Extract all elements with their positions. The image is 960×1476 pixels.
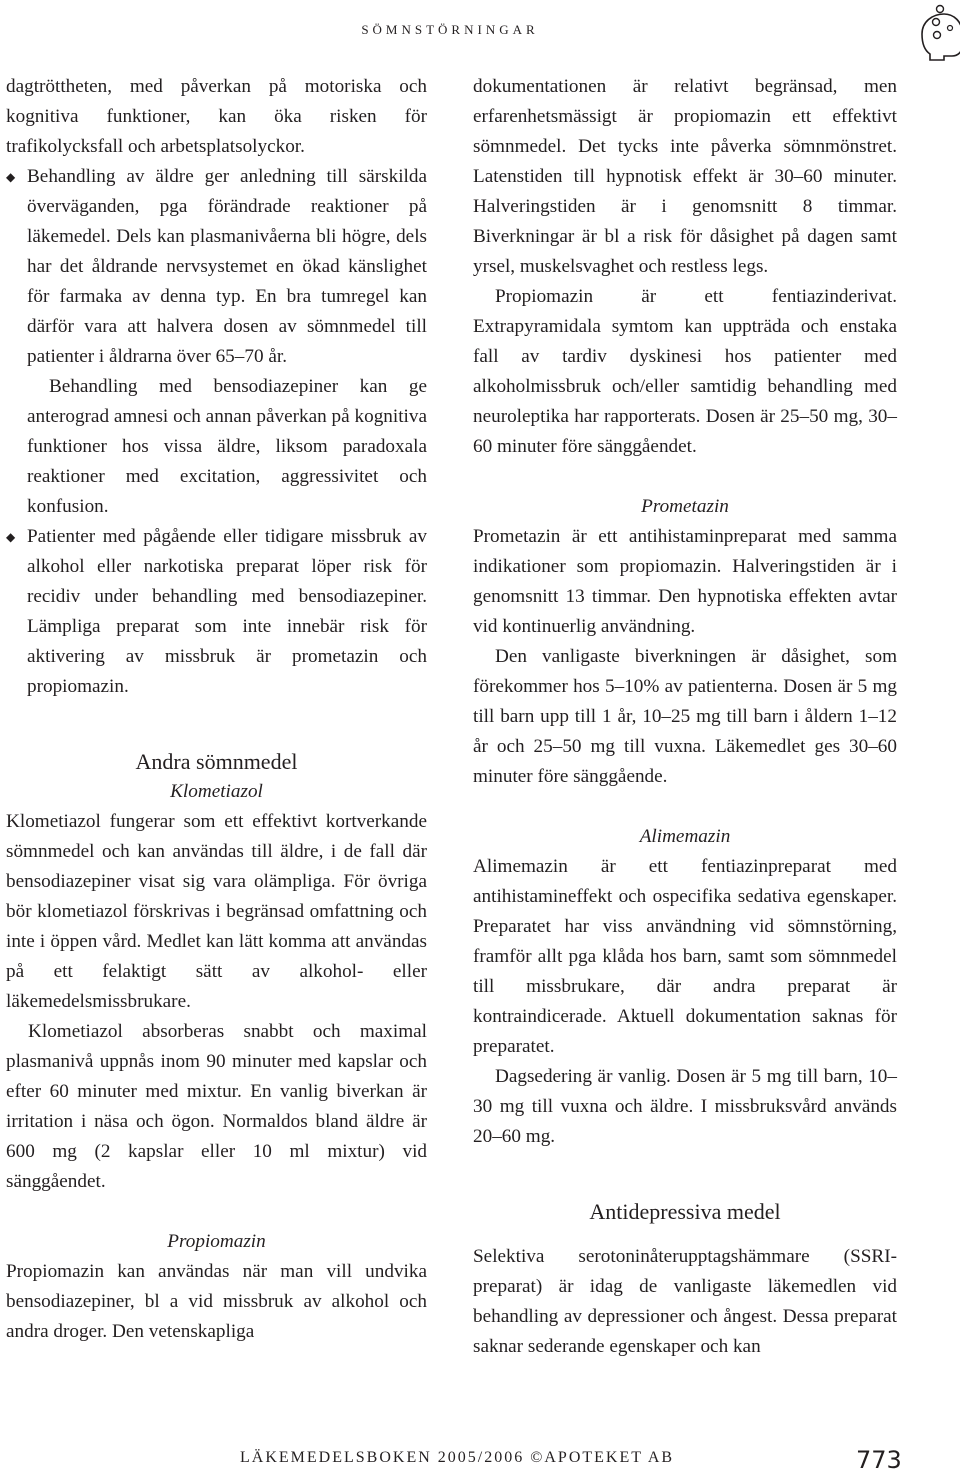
left-column	[6, 72, 427, 1347]
bullet-item	[6, 162, 427, 522]
diamond-bullet-icon: ◆	[6, 170, 16, 184]
paragraph: Propiomazin är ett fentiazinderivat. Extrapyramidala symtom kan uppträda och enstaka fall av tardiv dyskinesi hos patienter med alkoholmissbruk och/eller samtidig behandling med neuroleptika har rapporterats. Dosen är 25–50 mg, 30–60 minuter före sänggåendet.	[473, 286, 897, 457]
subsection-heading: Prometazin	[641, 496, 729, 517]
subsection-heading: Propiomazin	[167, 1231, 266, 1252]
paragraph: Klometiazol fungerar som ett effektivt kortverkande sömnmedel och kan användas till äldre, i de fall där bensodiazepiner visat sig vara olämpliga. För övriga bör klometiazol förskrivas i begränsad omfattning och inte i öppen vård. Medlet kan lätt komma att användas på ett felaktigt sätt av alkohol- eller läkemedelsmissbrukare.	[6, 811, 427, 1012]
bullet-item	[6, 522, 427, 702]
paragraph: Behandling med bensodiazepiner kan ge anterograd amnesi och annan påverkan på kognitiva funktioner hos vissa äldre, liksom paradoxala reaktioner med excitation, aggressivitet och konfusion.	[27, 376, 427, 517]
section-heading: Andra sömnmedel	[135, 749, 298, 774]
subsection-heading: Klometiazol	[170, 781, 263, 802]
paragraph: Prometazin är ett antihistaminpreparat med samma indikationer som propiomazin. Halveringstiden är i genomsnitt 13 timmar. Den hypnotiska effekten avtar vid kontinuerlig användning.	[473, 526, 897, 637]
paragraph: dagtröttheten, med påverkan på motoriska och kognitiva funktioner, kan öka risken för trafikolycksfall och arbetsplatsolyckor.	[6, 76, 427, 157]
head-with-circles-icon	[910, 0, 960, 64]
right-column	[473, 72, 897, 1362]
diamond-bullet-icon: ◆	[6, 530, 16, 544]
paragraph: Behandling av äldre ger anledning till särskilda överväganden, pga förändrade reaktioner på läkemedel. Dels kan plasmanivåerna bli högre, dels har det åldrande nervsystemet en ökad känslighet för farmaka av denna typ. En bra tumregel kan därför vara att halvera dosen av sömnmedel till patienter i åldrarna över 65–70 år.	[27, 166, 427, 367]
running-header: SÖMNSTÖRNINGAR	[361, 22, 539, 37]
paragraph: Selektiva serotoninåterupptagshämmare (SSRI-preparat) är idag de vanligaste läkemedlen vid behandling av depressioner och ångest. Dessa preparat saknar sederande egenskaper och kan	[473, 1246, 897, 1357]
paragraph: Klometiazol absorberas snabbt och maximal plasmanivå uppnås inom 90 minuter med kapslar och efter 60 minuter med mixtur. En vanlig biverkan är irritation i näsa och ögon. Normaldos bland äldre är 600 mg (2 kapslar eller 10 ml mixtur) vid sänggåendet.	[6, 1021, 427, 1192]
page-number: 773	[856, 1446, 902, 1474]
section-heading: Antidepressiva medel	[589, 1199, 781, 1224]
paragraph: Den vanligaste biverkningen är dåsighet, som förekommer hos 5–10% av patienterna. Dosen är 5 mg till barn upp till 1 år, 10–25 mg till barn i åldern 1–12 år och 25–50 mg till vuxna. Läkemedlet ges 30–60 minuter före sänggående.	[473, 646, 897, 787]
paragraph: Alimemazin är ett fentiazinpreparat med antihistamineffekt och ospecifika sedativa egenskaper. Preparatet har viss användning vid sömnstörning, framför allt pga klåda hos barn, samt som sömnmedel till missbrukare, där andra preparat är kontraindicerade. Aktuell dokumentation saknas för preparatet.	[473, 856, 897, 1057]
paragraph: dokumentationen är relativt begränsad, men erfarenhetsmässigt är propiomazin ett effektivt sömnmedel. Det tycks inte påverka sömnmönstret. Latenstiden till hypnotisk effekt är 30–60 minuter. Halveringstiden är i genomsnitt 8 timmar. Biverkningar är bl a risk för dåsighet på dagen samt yrsel, muskelsvaghet och restless legs.	[473, 76, 897, 277]
paragraph: Propiomazin kan användas när man vill undvika bensodiazepiner, bl a vid missbruk av alkohol och andra droger. Den vetenskapliga	[6, 1261, 427, 1342]
footer-text: LÄKEMEDELSBOKEN 2005/2006 ©APOTEKET AB	[240, 1449, 675, 1466]
paragraph: Patienter med pågående eller tidigare missbruk av alkohol eller narkotiska preparat löper risk för recidiv under behandling med bensodiazepiner. Lämpliga preparat som inte innebär risk för aktivering av missbruk är prometazin och propiomazin.	[27, 526, 427, 697]
paragraph: Dagsedering är vanlig. Dosen är 5 mg till barn, 10–30 mg till vuxna och äldre. I missbruksvård används 20–60 mg.	[473, 1066, 897, 1147]
subsection-heading: Alimemazin	[639, 826, 731, 847]
